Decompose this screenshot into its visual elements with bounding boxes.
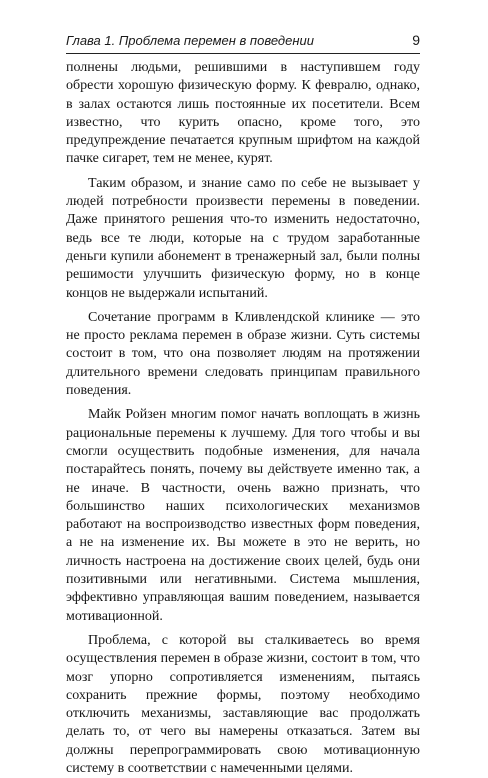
header-rule: [66, 53, 420, 54]
body-text: [66, 59, 420, 778]
chapter-title: Глава 1. Проблема перемен в поведении: [66, 33, 314, 48]
paragraph-5: Проблема, с которой вы сталкиваетесь во время осуществления перемен в образе жизни, состоит в том, что мозг упорно сопротивляется изменениям, пытаясь сохранить прежние формы, поэтому необходимо отключить механизмы, заставляющие вас продолжать делать то, от чего вы намерены отказаться. Затем вы должны перепрограммировать свою мотивационную систему в соответствии с намеченными целями.: [66, 632, 420, 776]
paragraph-4: Майк Ройзен многим помог начать воплощать в жизнь рациональные перемены к лучшему. Для того чтобы и вы смогли осуществить подобные изменения, для начала постарайтесь понять, почему вы действуете именно так, а не иначе. В частности, очень важно признать, что большинство наших психологических механизмов работают на воспроизводство известных форм поведения, а не на изменение их. Вы можете в это не верить, но личность настроена на достижение своих целей, будь они позитивными или негативными. Система мышления, эффективно управляющая вашим поведением, называется мотивационной.: [66, 407, 420, 624]
running-header: [66, 33, 420, 53]
paragraph-1: полнены людьми, решившими в наступившем году обрести хорошую физическую форму. К февралю, однако, в залах остаются лишь постоянные их посетители. Всем известно, что курить опасно, кроме того, это предупреждение печатается крупным шрифтом на каждой пачке сигарет, тем не менее, курят.: [66, 60, 420, 167]
page-number: 9: [412, 32, 420, 48]
paragraph-3: Сочетание программ в Кливлендской клинике — это не просто реклама перемен в образе жизни. Суть системы состоит в том, что она позволяет людям на протяжении длительного времени следовать принципам правильного поведения.: [66, 309, 420, 399]
paragraph-2: Таким образом, и знание само по себе не вызывает у людей потребности произвести перемены в поведении. Даже принятого решения что-то изменить недостаточно, ведь все те люди, которые на с трудом заработанные деньги купили абонемент в тренажерный зал, были полны решимости улучшить физическую форму, но в конце концов не выдержали испытаний.: [66, 175, 420, 301]
